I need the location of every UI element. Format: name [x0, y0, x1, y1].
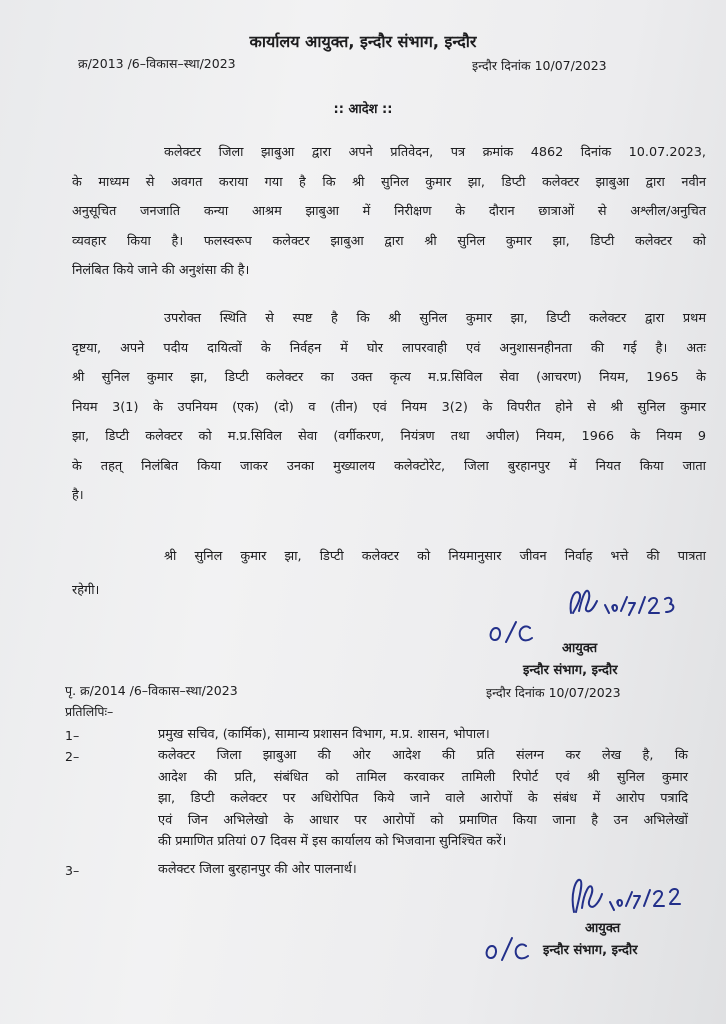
copy-item-number: 1–	[65, 728, 80, 743]
signature-1-oc-icon	[486, 616, 546, 648]
copy-item-line: कलेक्टर जिला झाबुआ की ओर आदेश की प्रति संलग्न कर लेख है, कि	[158, 748, 688, 763]
order-heading: :: आदेश ::	[333, 102, 393, 117]
paragraph-line: के तहत् निलंबित किया जाकर उनका मुख्यालय कलेक्टोरेट, जिला बुरहानपुर में नियत किया जाता	[72, 458, 706, 474]
copy-label: प्रतिलिपिः–	[65, 704, 114, 719]
paragraph-line: दृष्टया, अपने पदीय दायित्वों के निर्वहन में घोर लापरवाही एवं अनुशासनहीनता की गई है। अतः	[72, 340, 706, 356]
order-paragraph-1	[72, 138, 706, 286]
signature-2-initials-icon	[568, 872, 698, 920]
order-paragraph-2	[72, 304, 706, 511]
paragraph-line: झा, डिप्टी कलेक्टर को म.प्र.सिविल सेवा (वर्गीकरण, नियंत्रण तथा अपील) नियम, 1966 के नियम 9	[72, 429, 706, 444]
signature-2-designation: आयुक्त	[585, 921, 621, 936]
office-title: कार्यालय आयुक्त, इन्दौर संभाग, इन्दौर	[249, 32, 477, 51]
paragraph-line: के माध्यम से अवगत कराया गया है कि श्री सुनिल कुमार झा, डिप्टी कलेक्टर झाबुआ द्वारा नवीन	[72, 174, 706, 190]
copy-item-line: आदेश की प्रति, संबंधित को तामिल करवाकर तामिली रिपोर्ट एवं श्री सुनिल कुमार	[158, 769, 688, 785]
paragraph-line: निलंबित किये जाने की अनुशंसा की है।	[72, 263, 250, 278]
signature-1-initials-icon	[565, 583, 695, 623]
signature-1-office: इन्दौर संभाग, इन्दौर	[523, 663, 618, 678]
copy-item-2	[158, 745, 688, 853]
paragraph-line: श्री सुनिल कुमार झा, डिप्टी कलेक्टर को नियमानुसार जीवन निर्वाह भत्ते की पात्रता	[164, 549, 706, 564]
endorsement-date: इन्दौर दिनांक 10/07/2023	[486, 685, 621, 700]
copy-item-line: एवं जिन अभिलेखो के आधार पर आरोपों को प्रमाणित किया जाना है उन अभिलेखों	[158, 812, 688, 828]
copy-item-1	[158, 724, 686, 746]
paragraph-line: श्री सुनिल कुमार झा, डिप्टी कलेक्टर का उक्त कृत्य म.प्र.सिविल सेवा (आचरण) नियम, 1965 के	[72, 370, 706, 385]
paragraph-line: अनुसूचित जनजाति कन्या आश्रम झाबुआ में निरीक्षण के दौरान छात्राओं से अश्लील/अनुचित	[72, 204, 706, 219]
copy-item-line: कलेक्टर जिला बुरहानपुर की ओर पालनार्थ।	[158, 862, 357, 877]
paragraph-line: नियम 3(1) के उपनियम (एक) (दो) व (तीन) एवं नियम 3(2) के विपरीत होने से श्री सुनिल कुमार	[72, 399, 706, 415]
endorsement-reference: पृ. क्र/2014 /6–विकास–स्था/2023	[65, 683, 238, 698]
signature-2-office: इन्दौर संभाग, इन्दौर	[543, 943, 638, 958]
order-reference: क्र/2013 /6–विकास–स्था/2023	[78, 56, 236, 71]
copy-item-number: 3–	[65, 863, 80, 878]
paragraph-line: रहेगी।	[72, 583, 100, 598]
copy-item-line: प्रमुख सचिव, (कार्मिक), सामान्य प्रशासन विभाग, म.प्र. शासन, भोपाल।	[158, 727, 490, 742]
paragraph-line: उपरोक्त स्थिति से स्पष्ट है कि श्री सुनिल कुमार झा, डिप्टी कलेक्टर द्वारा प्रथम	[164, 311, 706, 326]
signature-2-oc-icon	[482, 932, 542, 966]
copy-item-number: 2–	[65, 749, 80, 764]
copy-item-line: की प्रमाणित प्रतियां 07 दिवस में इस कार्यालय को भिजवाना सुनिश्चित करें।	[158, 834, 507, 849]
signature-1-designation: आयुक्त	[562, 641, 598, 656]
order-date: इन्दौर दिनांक 10/07/2023	[472, 58, 607, 73]
copy-item-line: झा, डिप्टी कलेक्टर पर अधिरोपित किये जाने वाले आरोपों के संबंध में आरोप पत्रादि	[158, 791, 688, 806]
paragraph-line: व्यवहार किया है। फलस्वरूप कलेक्टर झाबुआ द्वारा श्री सुनिल कुमार झा, डिप्टी कलेक्टर को	[72, 233, 706, 249]
paragraph-line: है।	[72, 488, 84, 503]
paragraph-line: कलेक्टर जिला झाबुआ द्वारा अपने प्रतिवेदन, पत्र क्रमांक 4862 दिनांक 10.07.2023,	[164, 145, 706, 160]
